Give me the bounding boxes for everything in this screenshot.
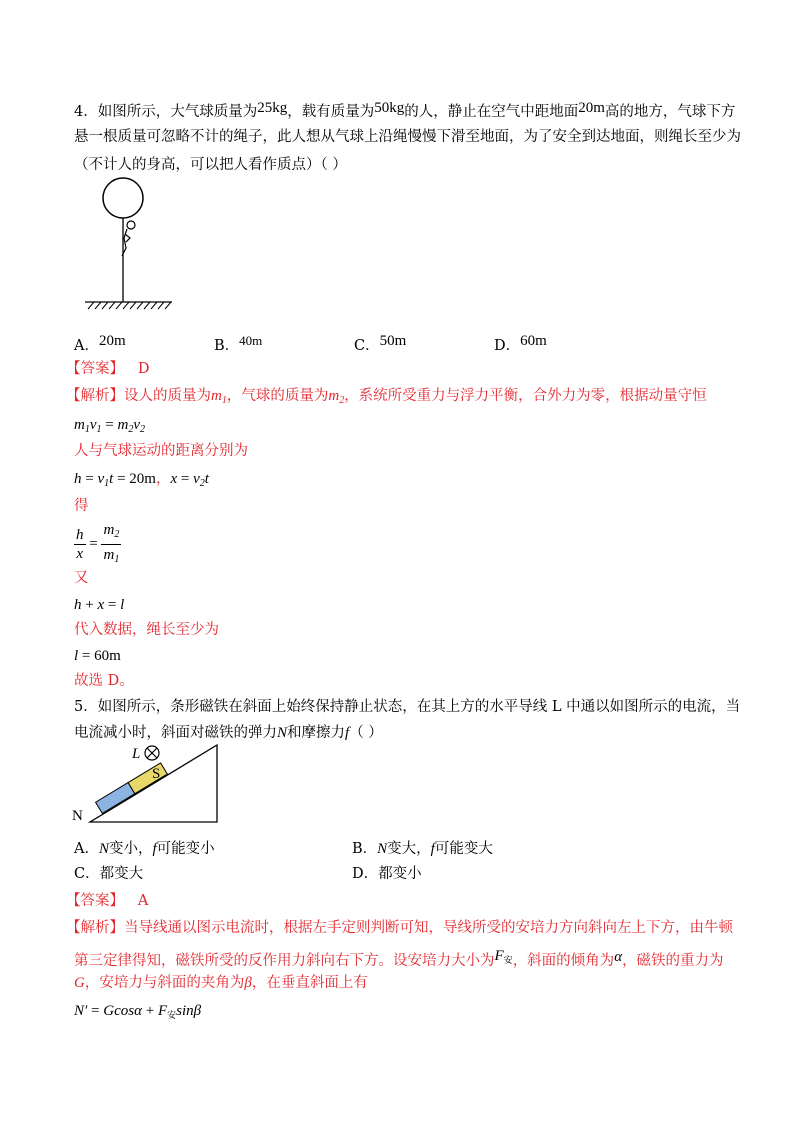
- eq-op: +: [81, 597, 98, 613]
- var-f: f: [345, 725, 350, 741]
- sub: 安: [503, 956, 513, 966]
- answer-value: D: [137, 361, 150, 377]
- eq-var: h: [74, 597, 82, 613]
- option-text: 变小，: [109, 841, 153, 857]
- eq-term: sinβ: [176, 1003, 202, 1019]
- incline-triangle: [90, 745, 217, 822]
- current-into-page-icon: [145, 746, 159, 760]
- eq-var: v: [193, 471, 200, 487]
- q4-line3: （不计人的身高，可以把人看作质点）（ ）: [74, 157, 347, 173]
- sub: 2: [140, 424, 145, 435]
- eq-op: =: [87, 1003, 104, 1019]
- var-m1: m: [211, 388, 222, 404]
- q4-line2: 悬一根质量可忽略不计的绳子，此人想从气球上沿绳慢慢下滑至地面，为了安全到达地面，则绳长至少为: [74, 129, 741, 145]
- q5-option-a[interactable]: [74, 839, 215, 859]
- eq-var: h: [74, 471, 82, 487]
- q4-eq4: [74, 594, 124, 614]
- q5-answer: [66, 891, 148, 911]
- eq-var: t: [109, 471, 114, 487]
- q5-option-c[interactable]: [74, 864, 143, 884]
- var-f: f: [152, 841, 157, 857]
- eq-var: v: [97, 471, 105, 487]
- comma: ，: [155, 471, 171, 487]
- var-F: F: [494, 948, 504, 964]
- eq-var: x: [170, 471, 178, 487]
- analysis-text: 设人的质量为: [124, 388, 211, 404]
- option-text: 变大，: [387, 841, 431, 857]
- var-alpha: α: [614, 949, 623, 965]
- option-text: 可能变小: [156, 841, 215, 857]
- q4-option-a[interactable]: [74, 331, 126, 356]
- q4-mass-balloon: 25kg: [257, 100, 288, 116]
- option-letter: C．: [354, 338, 380, 354]
- answer-label: 【答案】: [66, 361, 124, 377]
- q4-substitute-text: 代入数据，绳长至少为: [74, 622, 219, 638]
- eq-op: =: [85, 536, 102, 552]
- q5-eq1: [74, 1000, 201, 1021]
- frac-den: [101, 545, 121, 569]
- incline-figure: [72, 740, 232, 830]
- eq-var: m: [103, 547, 115, 563]
- sub: 1: [96, 424, 102, 435]
- eq-op: +: [141, 1003, 158, 1019]
- sub: 1: [104, 478, 110, 489]
- q5-analysis-line3: [74, 973, 368, 993]
- var-G: G: [74, 975, 85, 991]
- q4-option-d[interactable]: [494, 331, 547, 356]
- analysis-text: ，气球的质量为: [226, 388, 329, 404]
- text: （ ）: [349, 725, 383, 741]
- var-n: N: [98, 841, 109, 857]
- frac-num: [101, 520, 121, 545]
- q4-eq5: [74, 645, 121, 665]
- ground-hatch: [88, 302, 171, 309]
- answer-label: 【答案】: [66, 893, 124, 909]
- q4-option-c[interactable]: [354, 331, 406, 356]
- eq-op: =: [101, 417, 118, 433]
- sub: 1: [84, 424, 90, 435]
- q4-also-text: 又: [74, 570, 89, 586]
- option-letter: C．: [74, 866, 100, 882]
- analysis-text: 当导线通以图示电流时，根据左手定则判断可知，导线所受的安培力方向斜向左上下方，由牛顿: [124, 920, 733, 936]
- option-text: 都变小: [378, 866, 422, 882]
- q4-line1-b: ，载有质量为: [287, 104, 375, 120]
- q4-line1: [74, 98, 735, 122]
- option-letter: A．: [74, 338, 99, 354]
- option-value: 20m: [98, 333, 126, 349]
- option-letter: B．: [352, 841, 378, 857]
- sub: 1: [114, 554, 120, 565]
- eq-op: =: [104, 597, 121, 613]
- option-text: 可能变大: [434, 841, 493, 857]
- q5-option-b[interactable]: [352, 839, 493, 859]
- q4-mass-person: 50kg: [374, 100, 405, 116]
- q4-line1-c: 的人，静止在空气中距地面: [404, 104, 579, 120]
- sub: 2: [114, 529, 120, 540]
- sub: 1: [221, 395, 227, 406]
- analysis-label: 【解析】: [66, 920, 124, 936]
- label-L: L: [132, 746, 141, 762]
- q4-get-text: 得: [74, 498, 89, 514]
- q4-line1-a: 4．如图所示，大气球质量为: [74, 104, 258, 120]
- q5-line1: 5．如图所示，条形磁铁在斜面上始终保持静止状态，在其上方的水平导线 L 中通以如图所示的电流，当: [74, 699, 741, 715]
- eq-var: l: [74, 648, 79, 664]
- eq-var: F: [157, 1003, 168, 1019]
- text: 电流减小时，斜面对磁铁的弹力: [74, 725, 277, 741]
- fraction-m: [101, 520, 121, 569]
- var-m2: m: [328, 388, 340, 404]
- analysis-text: ，斜面的倾角为: [512, 953, 615, 969]
- q4-eq1: [74, 414, 145, 435]
- balloon-figure: [80, 176, 190, 316]
- q4-eq3: [74, 520, 121, 569]
- eq-op: =: [177, 471, 194, 487]
- q5-analysis-line1: [66, 918, 733, 938]
- q4-analysis-line1: [66, 386, 707, 411]
- option-letter: B．: [214, 338, 240, 354]
- q4-choose-text: 故选 D。: [74, 673, 134, 689]
- label-N: N: [72, 808, 83, 824]
- var-beta: β: [244, 975, 252, 991]
- eq-var: t: [204, 471, 209, 487]
- eq-var: N′: [74, 1003, 88, 1019]
- q4-line1-d: 高的地方，气球下方: [604, 104, 736, 120]
- sub: 2: [199, 478, 205, 489]
- eq-value: = 20m: [113, 471, 156, 487]
- analysis-text: ，磁铁的重力为: [622, 953, 724, 969]
- eq-var: m: [117, 417, 129, 433]
- eq-var: v: [89, 417, 97, 433]
- frac-num: h: [76, 527, 84, 543]
- var-f: f: [430, 841, 435, 857]
- q4-answer: [66, 359, 149, 379]
- analysis-text: ，在垂直斜面上有: [251, 975, 368, 991]
- analysis-text: ，系统所受重力与浮力平衡，合外力为零，根据动量守恒: [344, 388, 707, 404]
- q4-height: 20m: [578, 100, 605, 116]
- answer-value: A: [137, 893, 149, 909]
- q4-distance-text: 人与气球运动的距离分别为: [74, 443, 248, 459]
- analysis-label: 【解析】: [66, 388, 124, 404]
- person-figure: [122, 221, 135, 256]
- eq-term: Gcosα: [103, 1003, 142, 1019]
- fraction-hx: [74, 526, 86, 563]
- balloon-circle: [103, 178, 143, 218]
- eq-var: x: [97, 597, 105, 613]
- sub: 2: [339, 395, 345, 406]
- option-letter: A．: [74, 841, 99, 857]
- sub: 2: [128, 424, 134, 435]
- option-value: 40m: [239, 333, 263, 348]
- var-n: N: [377, 841, 388, 857]
- option-letter: D．: [494, 338, 521, 354]
- eq-var: v: [133, 417, 140, 433]
- eq-var: l: [120, 597, 125, 613]
- label-S: S: [152, 766, 161, 782]
- frac-den: x: [76, 546, 84, 562]
- option-value: 50m: [379, 333, 407, 349]
- analysis-text: ，安培力与斜面的夹角为: [84, 975, 245, 991]
- q5-option-d[interactable]: [352, 864, 422, 884]
- eq-var: m: [74, 417, 85, 433]
- q5-analysis-line2: [74, 946, 724, 971]
- option-value: 60m: [520, 333, 547, 349]
- var-n: N: [277, 725, 288, 741]
- option-letter: D．: [352, 866, 379, 882]
- ampere-force-symbol: [495, 948, 513, 964]
- text: 和摩擦力: [287, 725, 346, 741]
- sub: 安: [167, 1011, 177, 1021]
- eq-op: =: [81, 471, 98, 487]
- q4-eq2: [74, 468, 209, 489]
- q4-option-b[interactable]: [214, 331, 262, 356]
- eq-var: m: [103, 522, 115, 538]
- analysis-text: 第三定律得知，磁铁所受的反作用力斜向右下方。设安培力大小为: [74, 953, 495, 969]
- option-text: 都变大: [99, 866, 144, 882]
- eq-value: = 60m: [78, 648, 121, 664]
